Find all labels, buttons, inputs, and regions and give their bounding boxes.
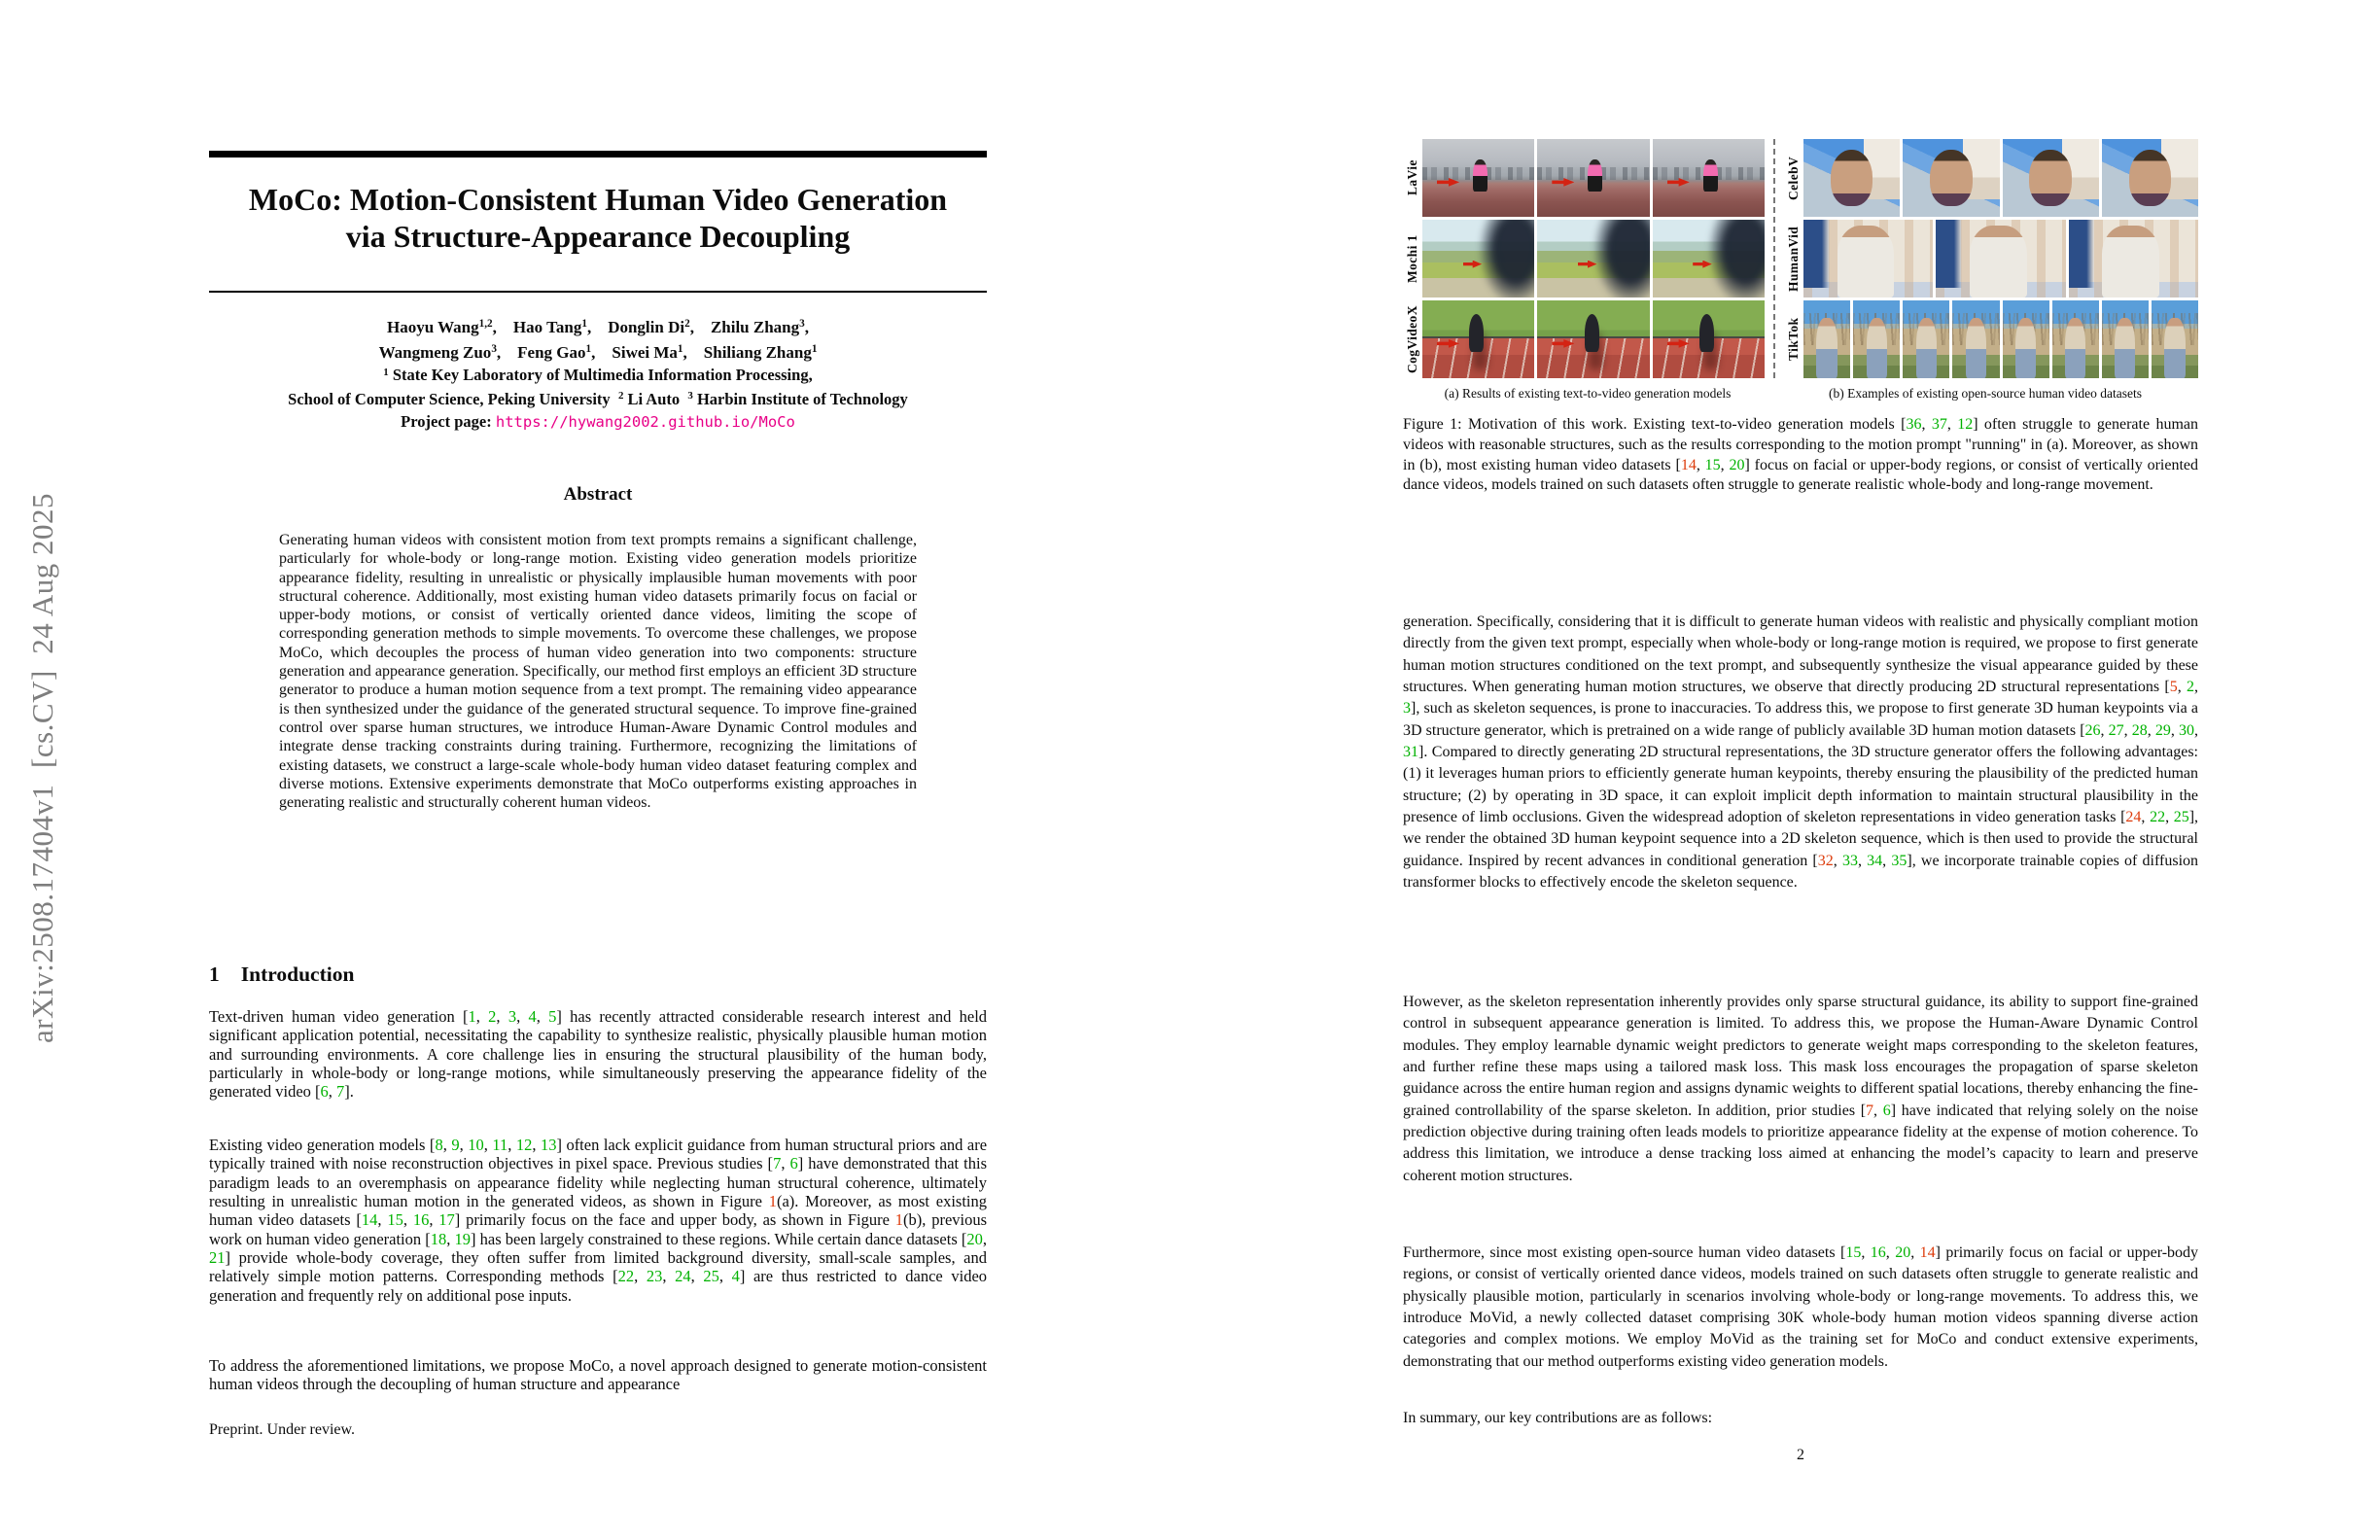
person-pink-shape [1703, 159, 1718, 192]
text-segment: Donglin Di [608, 318, 685, 336]
text-segment: 2 [617, 390, 624, 402]
text-segment: 1 [677, 343, 683, 356]
frame-strip [1422, 300, 1765, 378]
text-segment: , [483, 1136, 493, 1154]
text-segment: However, as the skeleton representation inherently provides only sparse structural guidance, its ability to support fine-grained control in subsequent appearance generation is limited. To address this, we propose the Human-Aware Dynamic Control modules. They employ learnable dynamic weight predictors to generate weight maps corresponding to the skeleton features, and further refine these maps using a tailored mask loss. This mask loss encourages the propagation of sparse skeleton guidance across the entire human region and assigns dynamic weights to different spatial locations, thereby enhancing the fine-grained controllability of the sparse skeleton. In addition, prior studies [ [1403, 994, 2198, 1119]
title-rule-bottom [209, 291, 987, 293]
face-shape [2029, 150, 2072, 206]
text-segment: , [804, 318, 809, 336]
citation-link[interactable]: 25 [703, 1267, 719, 1286]
text-segment: 2 [684, 318, 690, 331]
text-segment: , [1910, 1244, 1920, 1261]
citation-link[interactable]: 6 [1882, 1102, 1891, 1119]
reference-link[interactable]: 5 [2169, 679, 2178, 696]
text-segment: , [516, 1007, 529, 1026]
authors [209, 316, 987, 367]
drape-shape [2069, 220, 2095, 288]
text-segment: , [2170, 721, 2180, 739]
citation-link[interactable]: 1 [468, 1007, 476, 1026]
text-segment: 3 [491, 343, 497, 356]
text-segment: ], we render the obtained 3D human keypoint sequence into a 2D skeleton sequence, which is then used to provide the structural guidance. Inspired by recent advances in conditional generation [ [1403, 809, 2199, 869]
text-segment: , [377, 1210, 388, 1230]
figure-row-label: HumanVid [1786, 226, 1801, 292]
section-label: Introduction [240, 962, 355, 986]
citation-link[interactable]: 31 [1403, 744, 1418, 761]
citation-link[interactable]: 26 [2084, 721, 2101, 739]
citation-link[interactable]: 3 [508, 1007, 517, 1026]
drape-shape [1936, 220, 1962, 288]
text-segment: Wangmeng Zuo [378, 343, 492, 362]
reference-link[interactable]: 14 [1680, 456, 1697, 473]
frame-strip [1803, 300, 2198, 378]
face-shape [1930, 150, 1973, 206]
text-segment: Furthermore, since most existing open-source human video datasets [ [1403, 1244, 1846, 1261]
text-segment: , [2165, 809, 2174, 826]
video-frame-lavie [1537, 139, 1649, 217]
text-segment: , [662, 1267, 676, 1286]
citation-link[interactable]: 12 [1957, 416, 1974, 433]
text-segment: , [446, 1229, 455, 1248]
drape-shape [1803, 220, 1830, 288]
text-segment: , [690, 1267, 704, 1286]
video-frame-lavie [1422, 139, 1534, 217]
text-segment: , [591, 343, 612, 362]
text-segment: , [496, 1007, 508, 1026]
title-rule-top [209, 151, 987, 158]
frame-strip [1803, 220, 2198, 298]
text-segment: ] have demonstrated that this paradigm leads to an overemphasis on appearance fidelity while neglecting human structural coherence, ultimately resulting in unrealistic human motion in the generated videos, as shown in Figure [209, 1154, 987, 1211]
figure-panel-b [1784, 139, 2198, 378]
citation-link[interactable]: 8 [435, 1136, 443, 1154]
text-segment: ], such as skeleton sequences, is prone to inaccuracies. To address this, we propose to first generate 3D human keypoints via a 3D structure generator, which is pretrained on a wide range of publicly available 3D human motion datasets [ [1403, 700, 2198, 739]
text-segment: Figure 1: Motivation of this work. Existing text-to-video generation models [ [1403, 416, 1907, 433]
authors-line1 [209, 316, 987, 341]
text-segment: , [492, 318, 513, 336]
text-segment: 1 [581, 318, 587, 331]
text-segment: , [1833, 852, 1842, 869]
person-tan-shape [2015, 318, 2036, 378]
affiliation-line1 [209, 365, 987, 389]
text-segment: 1,2 [478, 318, 493, 331]
figure-1-caption [1403, 415, 2198, 496]
text-segment: 1 [811, 343, 818, 356]
text-segment: Harbin Institute of Technology [692, 389, 908, 408]
citation-link[interactable]: 4 [528, 1007, 537, 1026]
text-segment: , [586, 318, 609, 336]
text-segment: , [2141, 809, 2151, 826]
text-segment: , [2100, 721, 2109, 739]
citation-link[interactable]: 4 [731, 1267, 740, 1286]
text-segment: , [1873, 1102, 1883, 1119]
citation-link[interactable]: 15 [387, 1210, 403, 1230]
citation-link[interactable]: 34 [1867, 852, 1883, 869]
video-frame-mochi [1653, 220, 1765, 298]
video-frame-humanvid [1936, 220, 2065, 298]
person-white-shape [1970, 226, 2027, 298]
text-segment: , [1921, 416, 1932, 433]
text-segment: , [2123, 721, 2132, 739]
text-segment: School of Computer Science, Peking University [288, 389, 618, 408]
text-segment: 3 [687, 390, 693, 402]
text-segment: , [1857, 852, 1868, 869]
person-dark-shape [1469, 314, 1484, 351]
intro-paragraph-1 [209, 1007, 987, 1102]
frame-strip [1422, 139, 1765, 217]
person-tan-shape [1966, 318, 1986, 378]
reference-link[interactable]: 7 [1866, 1102, 1874, 1119]
text-segment: Shiliang Zhang [703, 343, 812, 362]
blur-shape [1479, 220, 1535, 298]
text-segment: ]. [344, 1082, 354, 1102]
video-frame-humanvid [1803, 220, 1933, 298]
text-segment: ] are thus restricted to dance video generation and frequently rely on additional pose inputs. [209, 1267, 988, 1305]
citation-link[interactable]: 7 [773, 1154, 782, 1173]
video-frame-cogvideox [1653, 300, 1765, 378]
paper-title [209, 181, 987, 255]
citation-link[interactable]: 19 [454, 1229, 472, 1248]
figure-row-label: CelebV [1786, 156, 1801, 200]
authors-line2 [209, 341, 987, 367]
citation-link[interactable]: 18 [430, 1229, 447, 1248]
text-segment: , [2194, 721, 2199, 739]
intro-paragraph-2 [209, 1136, 987, 1305]
text-segment: , [496, 343, 518, 362]
text-segment: , [328, 1082, 337, 1102]
text-segment: Existing video generation models [ [209, 1136, 436, 1154]
citation-link[interactable]: 23 [646, 1267, 663, 1286]
project-page [209, 412, 987, 432]
figure-row-celebv [1784, 139, 2198, 217]
citation-link[interactable]: 36 [1906, 416, 1922, 433]
text-segment: ] primarily focus on facial or upper-body regions, or consist of vertically oriented dance videos, models trained on such datasets often struggle to generate realistic and physically plausible motion, particularly in scenarios involving whole-body or long-range movements. To address this, we introduce MoVid, a newly collected dataset comprising 30K whole-body human motion videos spanning diverse action categories and complex motions. We employ MoVid as the training set for MoCo and conduct extensive experiments, demonstrating that our method outperforms existing video generation models. [1403, 1244, 2199, 1370]
section-heading-introduction [209, 962, 987, 987]
video-frame-tiktok [2003, 300, 2049, 378]
affiliation-line2 [209, 389, 987, 413]
text-segment: Siwei Ma [612, 343, 678, 362]
text-segment: 3 [799, 318, 805, 331]
blur-shape [1708, 220, 1765, 298]
text-segment: , [532, 1136, 541, 1154]
person-white-shape [2102, 226, 2159, 298]
figure-row-tiktok [1784, 300, 2198, 378]
body-paragraph-4 [1403, 1408, 2198, 1429]
citation-link[interactable]: 13 [540, 1136, 557, 1154]
text-segment: , [1861, 1244, 1871, 1261]
citation-link[interactable]: 10 [468, 1136, 484, 1154]
paper-title-line2: via Structure-Appearance Decoupling [345, 219, 851, 254]
page-1 [209, 0, 987, 1540]
text-segment: , [1882, 852, 1892, 869]
video-frame-cogvideox [1422, 300, 1534, 378]
face-shape [1831, 150, 1873, 206]
citation-link[interactable]: 33 [1841, 852, 1858, 869]
figure-panel-a [1403, 139, 1765, 378]
citation-link[interactable]: 7 [336, 1082, 345, 1102]
intro-paragraph-3 [209, 1356, 987, 1394]
figure-subcaptions [1403, 386, 2198, 402]
frame-strip [1422, 220, 1765, 298]
figure-row-label: Mochi 1 [1405, 234, 1419, 283]
section-number: 1 [209, 962, 220, 986]
text-segment: , [475, 1007, 489, 1026]
video-frame-tiktok [1903, 300, 1949, 378]
abstract-heading: Abstract [563, 484, 633, 505]
text-segment: Hao Tang [512, 318, 582, 336]
citation-link[interactable]: 5 [548, 1007, 557, 1026]
text-segment: (a). Moreover, as most existing human video datasets [ [209, 1192, 987, 1230]
text-segment: , [1696, 456, 1705, 473]
citation-link[interactable]: 35 [1891, 852, 1908, 869]
text-segment: (b), previous work on human video generation [ [209, 1210, 988, 1248]
citation-link[interactable]: 25 [2173, 809, 2189, 826]
figure-row-lavie [1403, 139, 1765, 217]
citation-link[interactable]: 22 [2150, 809, 2166, 826]
text-segment: , [682, 343, 704, 362]
person-tan-shape [2164, 318, 2185, 378]
subcaption-b: (b) Examples of existing open-source human video datasets [1828, 386, 2143, 401]
person-dark-shape [1585, 314, 1599, 351]
video-frame-cogvideox [1537, 300, 1649, 378]
text-segment: ] has been largely constrained to these regions. While certain dance datasets [ [471, 1229, 967, 1248]
text-segment: Li Auto [623, 389, 688, 408]
text-segment: ] focus on facial or upper-body regions, or consist of vertically oriented dance videos, models trained on such datasets often struggle to generate realistic whole-body and long-range movement. [1403, 456, 2199, 494]
figure-1 [1403, 139, 2198, 378]
citation-link[interactable]: 2 [488, 1007, 497, 1026]
text-segment: , [1946, 416, 1958, 433]
video-frame-lavie [1653, 139, 1765, 217]
text-segment: , [508, 1136, 516, 1154]
person-tan-shape [1867, 318, 1887, 378]
text-segment: , [429, 1210, 439, 1230]
text-segment: 1 [383, 366, 389, 378]
blur-shape [1593, 220, 1650, 298]
citation-link[interactable]: 17 [438, 1210, 455, 1230]
video-frame-tiktok [2052, 300, 2099, 378]
affiliations [209, 365, 987, 412]
citation-link[interactable]: 15 [1845, 1244, 1862, 1261]
citation-link[interactable]: 30 [2179, 721, 2195, 739]
citation-link[interactable]: 2 [2187, 679, 2195, 696]
text-segment: generation. Specifically, considering that it is difficult to generate human videos with realistic and physically compliant motion directly from the given text prompt, especially when whole-body or long-range motion is required, we propose to first generate human motion structures conditioned on the text prompt, and subsequently synthesize the visual appearance guided by these structures. When generating human motion structures, we observe that directly producing 2D structural representations [ [1403, 613, 2198, 696]
abstract-text: Generating human videos with consistent motion from text prompts remains a significant challenge, particularly for whole-body or long-range motion. Existing video generation models prioritize appearance fidelity, resulting in unrealistic or physically implausible human movements with poor structural coherence. Additionally, most existing human video datasets primarily focus on facial or upper-body motions, or consist of vertically oriented dance videos, limiting the scope of corresponding generation methods to simple movements. To overcome these challenges, we propose MoCo, which decouples the process of human video generation into two components: structure generation and appearance generation. Specifically, our method first employs an efficient 3D structure generator to produce a human motion sequence from a text prompt. The remaining video appearance is then synthesized under the guidance of the generated structural sequence. To improve fine-grained control over sparse human structures, we introduce Human-Aware Dynamic Control modules and integrate dense tracking constraints during training. Furthermore, recognizing the limitations of existing datasets, we construct a large-scale whole-body human video dataset featuring complex and diverse motions. Extensive experiments demonstrate that MoCo outperforms existing approaches in generating realistic and structurally coherent human videos. [279, 532, 917, 812]
figure-row-label: TikTok [1786, 317, 1801, 362]
text-segment: , [2194, 679, 2199, 696]
text-segment: To address the aforementioned limitations, we propose MoCo, a novel approach designed to generate motion-consistent human videos through the decoupling of human structure and appearance [209, 1356, 987, 1394]
person-pink-shape [1473, 159, 1488, 192]
citation-link[interactable]: 20 [1895, 1244, 1911, 1261]
citation-link[interactable]: 27 [2108, 721, 2124, 739]
text-segment: , [689, 318, 711, 336]
citation-link[interactable]: 20 [966, 1229, 983, 1248]
text-segment: ] often struggle to generate human videos with reasonable structures, such as the results corresponding to the motion prompt "running" in (a). Moreover, as shown in (b), most existing human video datasets [ [1403, 416, 2198, 473]
citation-link[interactable]: 6 [789, 1154, 798, 1173]
text-segment: In summary, our key contributions are as follows: [1403, 1410, 1713, 1426]
reference-link[interactable]: 32 [1817, 852, 1834, 869]
person-tan-shape [2115, 318, 2135, 378]
figure-panel-divider [1773, 139, 1775, 378]
person-tan-shape [2065, 318, 2085, 378]
figure-row-label: LaVie [1405, 159, 1419, 196]
video-frame-celebv [1903, 139, 1999, 217]
text-segment: , [442, 1136, 452, 1154]
video-frame-humanvid [2069, 220, 2198, 298]
text-segment: 1 [585, 343, 592, 356]
figure-row-label: CogVideoX [1405, 305, 1419, 373]
text-segment: ] primarily focus on the face and upper body, as shown in Figure [454, 1210, 895, 1230]
figure-row-cogvideox [1403, 300, 1765, 378]
text-segment: Text-driven human video generation [ [209, 1007, 469, 1026]
figure-row-mochi [1403, 220, 1765, 298]
video-frame-tiktok [2102, 300, 2149, 378]
text-segment: , [1720, 456, 1730, 473]
body-paragraph-2 [1403, 992, 2198, 1187]
video-frame-tiktok [1803, 300, 1850, 378]
text-segment: Zhilu Zhang [710, 318, 800, 336]
text-segment: , [634, 1267, 647, 1286]
page-2 [1403, 0, 2198, 1540]
citation-link[interactable]: 28 [2131, 721, 2148, 739]
person-tan-shape [1816, 318, 1837, 378]
citation-link[interactable]: 20 [1729, 456, 1745, 473]
paper-title-line1: MoCo: Motion-Consistent Human Video Generation [248, 182, 948, 217]
text-segment: Feng Gao [517, 343, 586, 362]
text-segment: Haoyu Wang [387, 318, 479, 336]
citation-link[interactable]: 37 [1931, 416, 1947, 433]
citation-link[interactable]: 16 [412, 1210, 430, 1230]
citation-link[interactable]: 21 [209, 1248, 226, 1268]
body-paragraph-3 [1403, 1242, 2198, 1373]
body-paragraph-1 [1403, 612, 2198, 893]
video-frame-celebv [1803, 139, 1900, 217]
citation-link[interactable]: 14 [361, 1210, 378, 1230]
figure-row-humanvid [1784, 220, 2198, 298]
video-frame-tiktok [1853, 300, 1900, 378]
text-segment: , [781, 1154, 790, 1173]
citation-link[interactable]: 29 [2154, 721, 2171, 739]
reference-link[interactable]: 1 [894, 1210, 903, 1230]
citation-link[interactable]: 12 [515, 1136, 533, 1154]
video-frame-mochi [1422, 220, 1534, 298]
preprint-footer: Preprint. Under review. [209, 1421, 356, 1438]
text-segment: , [718, 1267, 732, 1286]
citation-link[interactable]: 9 [451, 1136, 460, 1154]
person-dark-shape [1699, 314, 1714, 351]
project-page-url[interactable]: https://hywang2002.github.io/MoCo [495, 413, 795, 431]
video-frame-celebv [2102, 139, 2198, 217]
video-frame-tiktok [2152, 300, 2198, 378]
project-page-label: Project page: [401, 412, 496, 431]
frame-strip [1803, 139, 2198, 217]
person-pink-shape [1588, 159, 1602, 192]
text-segment: State Key Laboratory of Multimedia Information Processing, [388, 366, 813, 384]
citation-link[interactable]: 15 [1704, 456, 1721, 473]
citation-link[interactable]: 24 [675, 1267, 691, 1286]
citation-link[interactable]: 3 [1403, 700, 1411, 718]
video-frame-celebv [2003, 139, 2099, 217]
citation-link[interactable]: 6 [320, 1082, 329, 1102]
reference-link[interactable]: 1 [768, 1192, 777, 1211]
text-segment: , [2177, 679, 2188, 696]
person-tan-shape [1916, 318, 1937, 378]
text-segment: , [1885, 1244, 1896, 1261]
subcaption-a: (a) Results of existing text-to-video generation models [1444, 386, 1732, 401]
page-number: 2 [1797, 1447, 1804, 1463]
text-segment: ] has recently attracted considerable research interest and held significant application potential, necessitating the capability to synthesize realistic, physically plausible human motion and surrounding environments. A core challenge lies in ensuring the structural plausibility of the human body, particularly in whole-body or long-range motions, while simultaneously preserving the appearance fidelity of the generated video [ [209, 1007, 988, 1102]
video-frame-tiktok [1952, 300, 1999, 378]
arxiv-watermark: arXiv:2508.17404v1 [cs.CV] 24 Aug 2025 [25, 493, 59, 1043]
video-frame-mochi [1537, 220, 1649, 298]
text-segment: ]. Compared to directly generating 2D structural representations, the 3D structure generator offers the following advantages: (1) it leverages human priors to efficiently generate human keypoints, thereby ensuring the plausibility of the predicted human structure; (2) by operating in 3D space, it can exploit implicit depth information to maintain structural plausibility in the presence of limb occlusions. Given the widespread adoption of skeleton representations in video generation tasks [ [1403, 744, 2198, 826]
text-segment: ] have indicated that relying solely on the noise prediction objective during training often leads models to prioritize appearance fidelity at the expense of motion coherence. To address this limitation, we introduce a dense tracking loss aimed at enhancing the model’s capacity to learn and preserve coherent motion structures. [1403, 1102, 2199, 1184]
text-segment: , [982, 1229, 988, 1248]
text-segment: ], we incorporate trainable copies of diffusion transformer blocks to effectively encode the skeleton sequence. [1403, 852, 2199, 892]
text-segment: ] provide whole-body coverage, they often suffer from limited background diversity, small-scale samples, and relatively simple motion patterns. Corresponding methods [ [209, 1248, 987, 1286]
citation-link[interactable]: 16 [1870, 1244, 1886, 1261]
citation-link[interactable]: 11 [492, 1136, 508, 1154]
reference-link[interactable]: 24 [2125, 809, 2142, 826]
text-segment: , [536, 1007, 549, 1026]
text-segment: , [2147, 721, 2155, 739]
reference-link[interactable]: 14 [1919, 1244, 1936, 1261]
text-segment: , [459, 1136, 469, 1154]
person-white-shape [1838, 226, 1895, 298]
citation-link[interactable]: 22 [617, 1267, 635, 1286]
text-segment: , [402, 1210, 413, 1230]
face-shape [2129, 150, 2172, 206]
text-segment: ] often lack explicit guidance from human structural priors and are typically trained with noise reconstruction objectives in pixel space. Previous studies [ [209, 1136, 988, 1173]
